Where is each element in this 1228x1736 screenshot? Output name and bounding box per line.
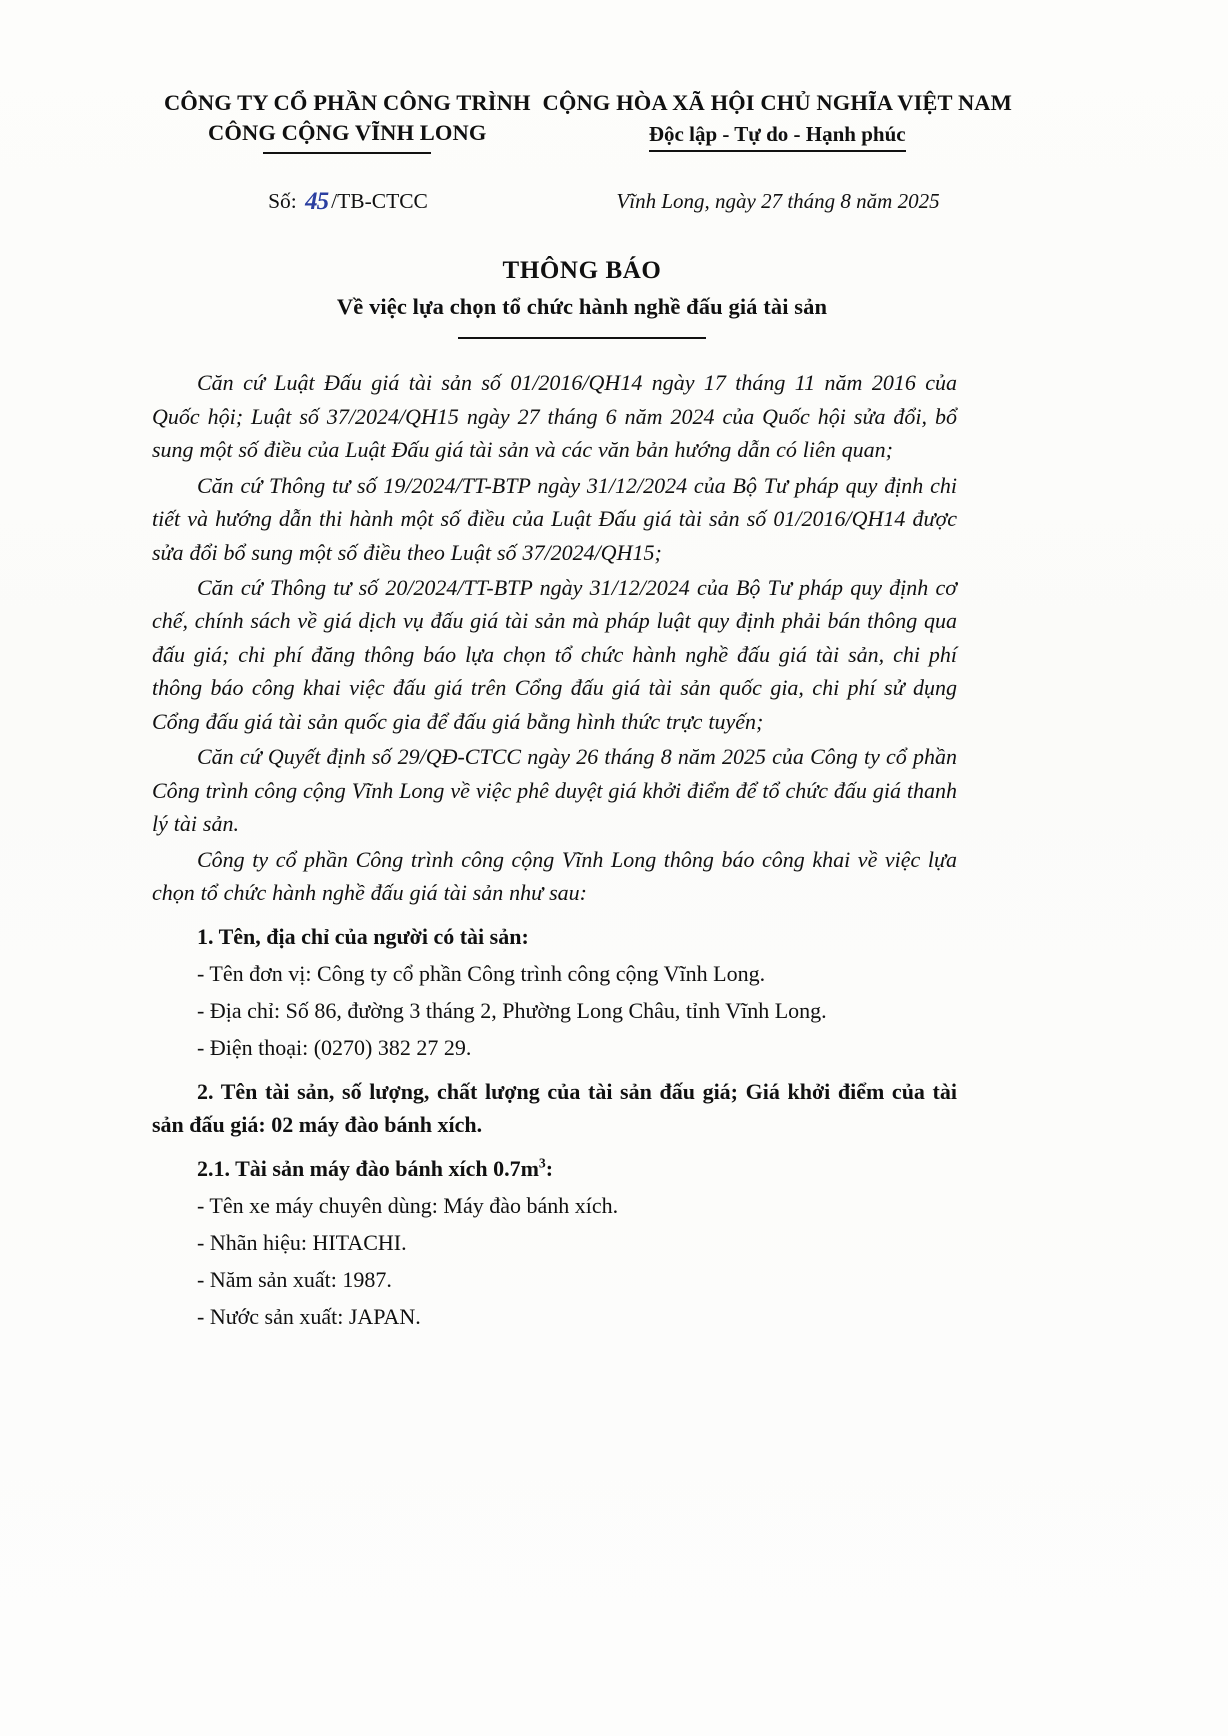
cubic-meter-exponent: 3 bbox=[538, 1156, 546, 1172]
organization-line-2: CÔNG CỘNG VĨNH LONG bbox=[208, 119, 487, 145]
document-number-suffix: /TB-CTCC bbox=[331, 189, 428, 214]
section-1-heading: 1. Tên, địa chỉ của người có tài sản: bbox=[197, 924, 529, 950]
section-2-1-heading bbox=[152, 1152, 957, 1185]
section-2-1-item-country: - Nước sản xuất: JAPAN. bbox=[197, 1304, 421, 1330]
document-number-handwritten-value: 45 bbox=[305, 188, 329, 216]
organization-line-1: CÔNG TY CỔ PHẦN CÔNG TRÌNH bbox=[163, 90, 531, 115]
section-2-1-heading-text: 2.1. Tài sản máy đào bánh xích 0.7m bbox=[197, 1156, 539, 1182]
page-subtitle: Về việc lựa chọn tổ chức hành nghề đấu giá tài sản bbox=[336, 294, 828, 320]
document-title-block bbox=[152, 257, 1012, 339]
issuing-organization bbox=[152, 88, 543, 154]
document-meta-row bbox=[152, 187, 1012, 215]
preamble-paragraph-3: Căn cứ Thông tư số 20/2024/TT-BTP ngày 31/12/2024 của Bộ Tư pháp quy định cơ chế, chính sách về giá dịch vụ đấu giá tài sản mà pháp luật quy định phải bán thông qua đấu giá; chi phí đăng thông báo lựa chọn tổ chức hành nghề đấu giá tài sản, chi phí thông báo công khai việc đấu giá trên Cổng đấu giá tài sản quốc gia, chi phí sử dụng Cổng đấu giá tài sản quốc gia để đấu giá bằng hình thức trực tuyến; bbox=[152, 575, 957, 734]
preamble-paragraph-4: Căn cứ Quyết định số 29/QĐ-CTCC ngày 26 tháng 8 năm 2025 của Công ty cổ phần Công trình công cộng Vĩnh Long về việc phê duyệt giá khởi điểm để tổ chức đấu giá thanh lý tài sản. bbox=[152, 744, 957, 837]
preamble-paragraph-1: Căn cứ Luật Đấu giá tài sản số 01/2016/QH14 ngày 17 tháng 11 năm 2016 của Quốc hội; Luật số 37/2024/QH15 ngày 27 tháng 6 năm 2024 của Quốc hội sửa đổi, bổ sung một số điều của Luật Đấu giá tài sản và các văn bản hướng dẫn có liên quan; bbox=[152, 370, 957, 463]
document-sheet bbox=[152, 0, 1012, 1736]
section-2-1-item-brand: - Nhãn hiệu: HITACHI. bbox=[197, 1230, 407, 1256]
section-1-item-phone: - Điện thoại: (0270) 382 27 29. bbox=[197, 1035, 472, 1061]
section-2-heading: 2. Tên tài sản, số lượng, chất lượng của tài sản đấu giá; Giá khởi điểm của tài sản đấu giá: 02 máy đào bánh xích. bbox=[152, 1079, 957, 1138]
section-1-item-unit-name: - Tên đơn vị: Công ty cổ phần Công trình công cộng Vĩnh Long. bbox=[197, 961, 766, 987]
national-title: CỘNG HÒA XÃ HỘI CHỦ NGHĨA VIỆT NAM bbox=[542, 90, 1012, 115]
section-1-item-address: - Địa chỉ: Số 86, đường 3 tháng 2, Phường Long Châu, tỉnh Vĩnh Long. bbox=[197, 998, 827, 1024]
section-2-1-item-year: - Năm sản xuất: 1987. bbox=[197, 1267, 392, 1293]
preamble-paragraph-2: Căn cứ Thông tư số 19/2024/TT-BTP ngày 31/12/2024 của Bộ Tư pháp quy định chi tiết và hướng dẫn thi hành một số điều của Luật Đấu giá tài sản số 01/2016/QH14 được sửa đổi bổ sung một số điều theo Luật số 37/2024/QH15; bbox=[152, 472, 957, 565]
section-2-1-heading-colon: : bbox=[545, 1156, 554, 1182]
document-header bbox=[152, 0, 1012, 154]
page-title: THÔNG BÁO bbox=[502, 257, 662, 285]
title-underline bbox=[458, 337, 706, 339]
national-motto: Độc lập - Tự do - Hạnh phúc bbox=[649, 120, 906, 152]
organization-underline bbox=[263, 152, 431, 154]
document-number bbox=[152, 187, 544, 215]
announcement-paragraph: Công ty cổ phần Công trình công cộng Vĩnh Long thông báo công khai về việc lựa chọn tổ chức hành nghề đấu giá tài sản như sau: bbox=[152, 846, 957, 905]
place-and-date: Vĩnh Long, ngày 27 tháng 8 năm 2025 bbox=[616, 189, 940, 214]
section-2-1-item-vehicle-name: - Tên xe máy chuyên dùng: Máy đào bánh xích. bbox=[197, 1193, 619, 1219]
document-number-label: Số: bbox=[268, 189, 297, 214]
national-heading bbox=[543, 88, 1013, 152]
document-body bbox=[152, 366, 957, 1333]
